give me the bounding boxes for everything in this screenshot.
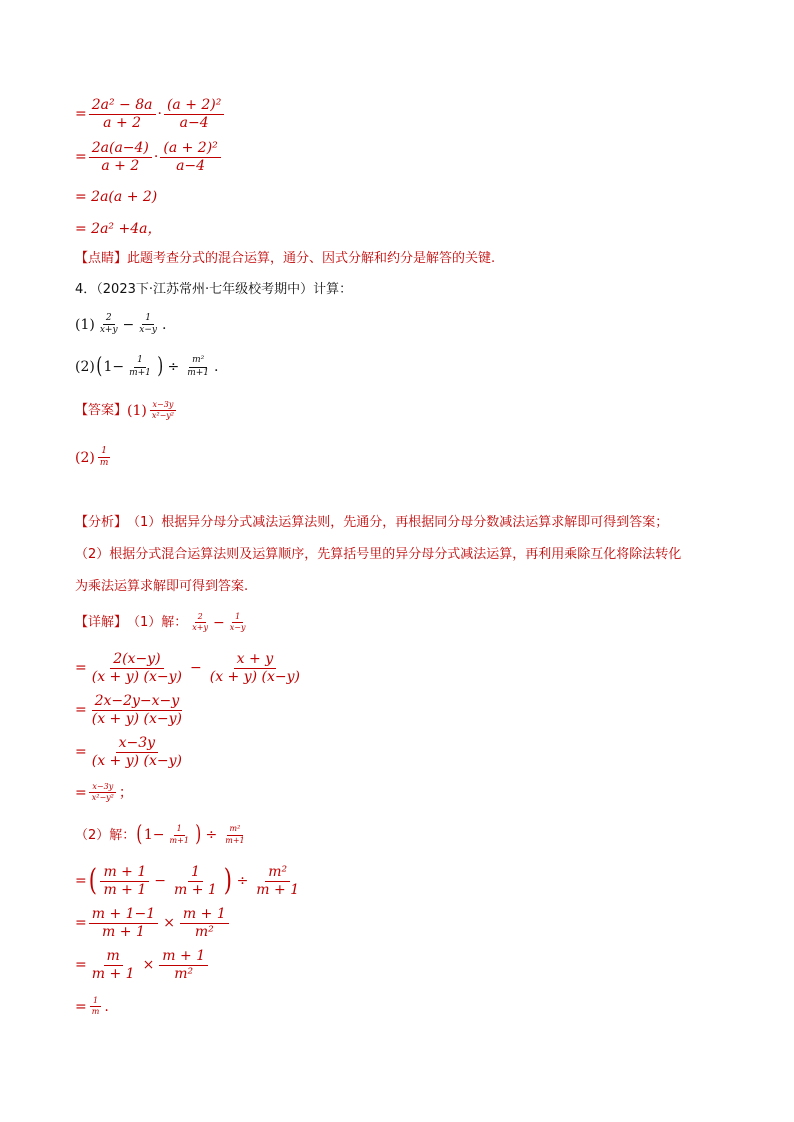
equals-sign: =	[75, 744, 87, 761]
equals-sign: =	[75, 957, 87, 974]
detail-step-8: = $\frac{1}{m}$ .	[75, 996, 109, 1017]
fraction: $\frac{1}{m+1}$	[169, 824, 189, 845]
fraction: $\frac{m + 1-1}{m + 1}$	[89, 907, 158, 939]
equals-sign: =	[75, 784, 87, 801]
fraction: $\frac{1}{m}$	[91, 996, 100, 1017]
fraction: $\frac{m + 1}{m + 1}$	[100, 865, 149, 897]
equals-sign: =	[75, 702, 87, 719]
equals-sign: =	[75, 915, 87, 932]
fraction: $\frac{\text{m²}}{m+1}$	[225, 824, 245, 845]
analysis-line-1: 【分析】 （1）根据异分母分式减法运算法则，先通分，再根据同分母分数减法运算求解即可得到答案；	[75, 515, 669, 530]
detail-intro-2: （2）解： ( 1 − $\frac{1}{m+1}$ ) ÷ $\frac{\text{m²}}{m+1}$	[75, 824, 250, 846]
question-part-1: (1) $\frac{2}{x+y}$ − $\frac{1}{x-y}$ .	[75, 313, 167, 336]
analysis-line-2: （2）根据分式混合运算法则及运算顺序，先算括号里的异分母分式减法运算，再利用乘除互化将除法转化	[75, 547, 682, 562]
detail-step-2	[75, 694, 187, 726]
dianjing-line	[75, 252, 495, 265]
fraction: $\frac{1}{x-y}$	[139, 313, 157, 336]
fraction: $\frac{2(x-y)}{(x + y) (x-y)}$	[91, 651, 183, 685]
fraction: $\frac{\text{m²}}{m + 1}$	[256, 864, 300, 898]
detail-step-4: = $\frac{x-3y}{\text{x²−y²}}$ ；	[75, 782, 133, 803]
detail-label: 【详解】	[75, 615, 128, 631]
detail-step-5: = ( $\frac{m + 1}{m + 1}$ − $\frac{1}{m + 1}$ ) ÷ $\frac{\text{m²}}{m + 1}$	[75, 865, 304, 897]
fraction: $\frac{m + 1}{\text{m²}}$	[180, 907, 229, 939]
fraction: $\frac{2}{x+y}$	[99, 313, 118, 336]
equals-sign: =	[75, 660, 87, 677]
fraction: $\frac{x + y}{(x + y) (x-y)}$	[209, 651, 301, 685]
fraction: $\frac{2a(a-4)}{a + 2}$	[89, 141, 152, 173]
detail-step-3	[75, 736, 187, 768]
answer-line-2: (2) $\frac{1}{m}$	[75, 447, 113, 469]
derivation-line-4: = 2a² +4a，	[75, 221, 162, 237]
dot-operator: ·	[153, 149, 159, 166]
equals-sign: =	[75, 149, 87, 166]
detail-step-1: = $\frac{2(x-y)}{(x + y) (x-y)}$ − $\frac{x + y}{(x + y) (x-y)}$	[75, 652, 305, 684]
fraction: $\frac{m}{m + 1}$	[91, 948, 135, 982]
answer-label: 【答案】	[75, 403, 128, 419]
derivation-line-1	[75, 98, 226, 130]
part-number: (1)	[75, 316, 95, 333]
detail-step-6: = $\frac{m + 1-1}{m + 1}$ × $\frac{m + 1}{\text{m²}}$	[75, 907, 231, 939]
minus-sign: −	[122, 316, 135, 333]
answer-line-1: 【答案】 (1) $\frac{x-3y}{\text{x²−y²}}$	[75, 401, 179, 421]
question-part-2: (2) ( 1 − $\frac{1}{m+1}$ ) ÷ $\frac{\text{m²}}{m+1}$ .	[75, 354, 219, 379]
dot-operator: ·	[157, 106, 162, 123]
fraction: $\frac{1}{m}$	[99, 446, 109, 469]
derivation-line-2	[75, 141, 223, 173]
detail-intro-1: 【详解】 （1）解： $\frac{2}{x+y}$ − $\frac{1}{x-y}$	[75, 613, 251, 633]
part-number: (2)	[75, 359, 95, 375]
fraction: $\frac{\text{(a + 2)²}}{a-4}$	[160, 141, 220, 173]
equals-sign: =	[75, 106, 87, 123]
dianjing-label: 【点睛】	[75, 251, 128, 266]
fraction: $\frac{2}{x+y}$	[192, 612, 209, 633]
fraction: $\frac{m + 1}{\text{m²}}$	[159, 949, 208, 981]
dianjing-text: 此题考查分式的混合运算，通分、因式分解和约分是解答的关键.	[127, 251, 496, 266]
fraction: $\frac{x-3y}{\text{x²−y²}}$	[149, 401, 177, 421]
fraction: $\frac{2x-2y-x-y}{(x + y) (x-y)}$	[91, 693, 183, 727]
question-header: 4．（2023下·江苏常州·七年级校考期中）计算：	[75, 282, 353, 297]
fraction: $\frac{1}{m + 1}$	[174, 864, 217, 898]
analysis-label: 【分析】	[75, 515, 128, 530]
analysis-line-3: 为乘法运算求解即可得到答案.	[75, 579, 249, 594]
fraction: $\frac{\text{(a + 2)²}}{a-4}$	[164, 98, 224, 130]
minus-sign: −	[112, 359, 125, 375]
fraction: $\frac{x-3y}{\text{x²−y²}}$	[89, 783, 117, 803]
fraction: $\frac{1}{m+1}$	[129, 355, 151, 378]
minus-sign: −	[213, 614, 225, 631]
equals-sign: =	[75, 998, 87, 1015]
fraction: $\frac{x-3y}{(x + y) (x-y)}$	[91, 735, 183, 769]
fraction: $\frac{\text{m²}}{m+1}$	[187, 355, 210, 378]
equals-sign: =	[75, 873, 87, 890]
divide-sign: ÷	[167, 359, 180, 375]
derivation-line-3: = 2a(a + 2)	[75, 189, 158, 205]
fraction: $\frac{1}{x-y}$	[229, 612, 246, 633]
detail-step-7: = $\frac{m}{m + 1}$ × $\frac{m + 1}{\text{m²}}$	[75, 949, 210, 981]
fraction: $\frac{\text{2a² − 8a}}{a + 2}$	[89, 98, 156, 130]
